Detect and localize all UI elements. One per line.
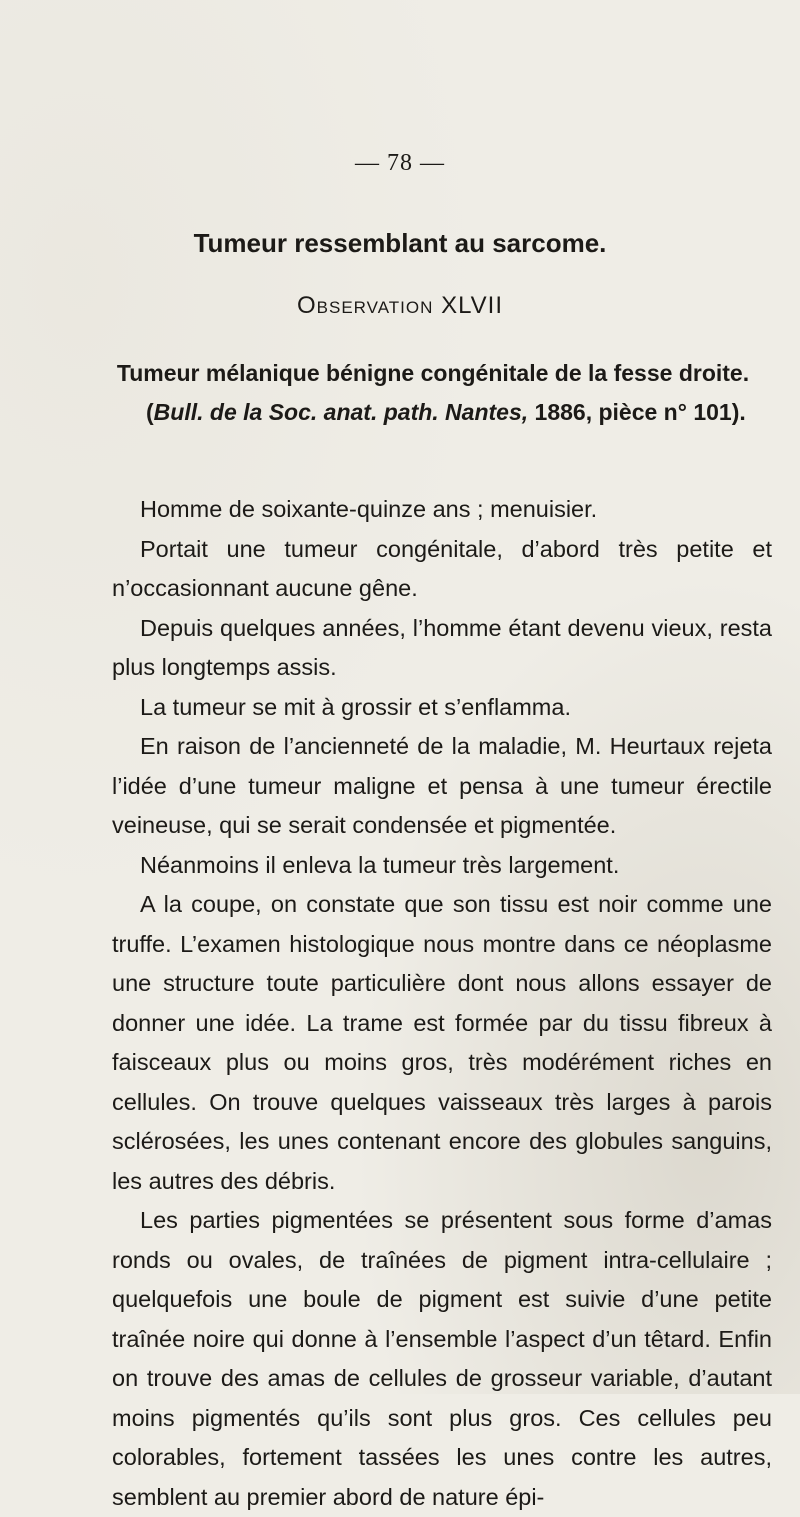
paragraph: Homme de soixante-quinze ans ; menuisier. bbox=[140, 496, 598, 522]
paragraph: En raison de l’ancienneté de la maladie, M. Heurtaux rejeta l’idée d’une tumeur maligne et pensa à une tumeur érectile veineuse, qui se serait condensée et pigmentée. bbox=[112, 733, 772, 838]
reference-open: ( bbox=[146, 399, 154, 425]
bibliographic-reference bbox=[88, 393, 778, 432]
body-text bbox=[112, 490, 772, 1517]
observation-heading: Observation XLVII bbox=[296, 292, 503, 319]
subtitle-line: Tumeur mélanique bénigne congénitale de la fesse droite. bbox=[116, 360, 750, 386]
observation-subtitle bbox=[88, 354, 778, 432]
reference-details: 1886, pièce n° 101). bbox=[528, 399, 746, 425]
page-number: — 78 — bbox=[355, 150, 445, 176]
paragraph: Néanmoins il enleva la tumeur très largement. bbox=[140, 851, 620, 878]
section-title: Tumeur ressemblant au sarcome. bbox=[193, 228, 607, 258]
reference-journal: Bull. de la Soc. anat. path. Nantes, bbox=[153, 399, 529, 425]
paragraph: A la coupe, on constate que son tissu est noir comme une truffe. L’examen histologique nous montre dans ce néoplasme une structure toute particulière dont nous allons essayer de donner une idée. La trame est formée par du tissu fibreux à faisceaux plus ou moins gros, très modérément riches en cellules. On trouve quelques vaisseaux très larges à parois sclérosées, les unes contenant encore des globules sanguins, les autres des débris. bbox=[112, 891, 772, 1194]
paragraph: Les parties pigmentées se présentent sous forme d’amas ronds ou ovales, de traînées de pigment intra-cellulaire ; quelquefois une boule de pigment est suivie d’une petite traînée noire qui donne à l’ensemble l’aspect d’un têtard. Enfin on trouve des amas de cellules de grosseur variable, d’autant moins pigmentés qu’ils sont plus gros. Ces cellules peu colorables, fortement tassées les unes contre les autres, semblent au premier abord de nature épi- bbox=[112, 1207, 772, 1510]
paragraph: Portait une tumeur congénitale, d’abord très petite et n’occasionnant aucune gêne. bbox=[112, 535, 772, 601]
paragraph: La tumeur se mit à grossir et s’enflamma. bbox=[140, 693, 571, 720]
paragraph: Depuis quelques années, l’homme étant devenu vieux, resta plus longtemps assis. bbox=[112, 614, 772, 680]
